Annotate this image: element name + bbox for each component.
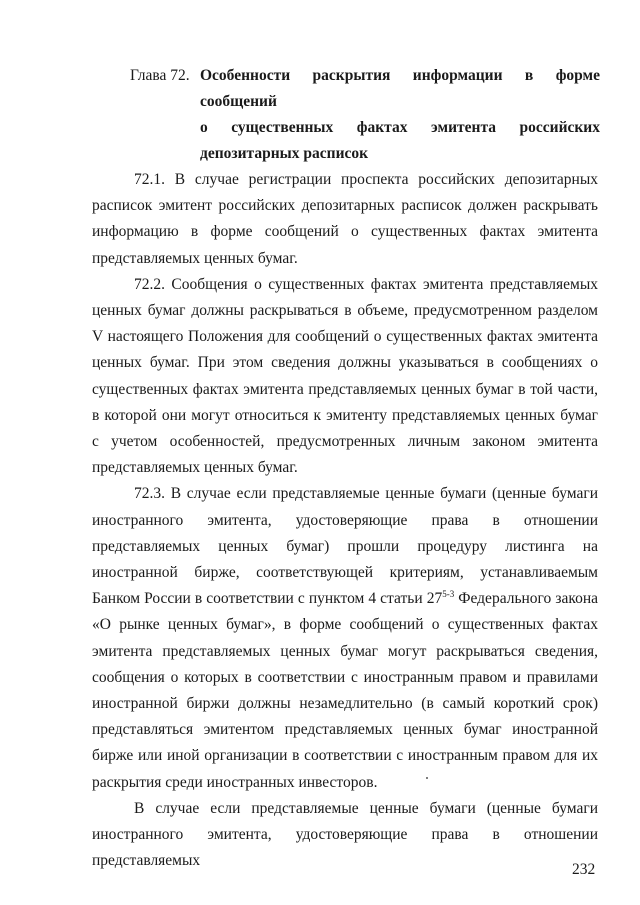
scan-speck [426, 777, 428, 779]
chapter-title-line-2: о существенных фактах эмитента российских [200, 119, 600, 136]
document-body [92, 167, 598, 874]
paragraph-continuation: В случае если представляемые ценные бумаги (ценные бумаги иностранного эмитента, удостоверяющие права в отношении представляемых [92, 799, 598, 870]
article-superscript: 5-3 [442, 589, 455, 600]
paragraph-72-2: 72.2. Сообщения о существенных фактах эмитента представляемых ценных бумаг должны раскрываться в объеме, предусмотренном разделом V настоящего Положения для сообщений о существенных фактах эмитента ценных бумаг. При этом сведения должны указываться в сообщениях о существенных фактах эмитента представляемых ценных бумаг в той части, в которой они могут относиться к эмитенту представляемых ценных бумаг с учетом особенностей, предусмотренных личным законом эмитента представляемых ценных бумаг. [92, 275, 598, 477]
chapter-title-line-3: депозитарных расписок [200, 145, 369, 162]
paragraph-72-3-part-2: Федерального закона «О рынке ценных бумаг», в форме сообщений о существенных фактах эмитента представляемых ценных бумаг могут раскрываться сведения, сообщения о которых в соответствии с иностранным правом и правилами иностранной биржи должны незамедлительно (в самый короткий срок) представляться эмитентом представляемых ценных бумаг иностранной бирже или иной организации в соответствии с иностранным правом для их раскрытия среди иностранных инвесторов. [92, 590, 598, 791]
paragraph-72-3 [92, 481, 598, 795]
chapter-label: Глава 72. [130, 67, 190, 84]
chapter-title [200, 63, 600, 167]
paragraph-72-1: 72.1. В случае регистрации проспекта российских депозитарных расписок эмитент российских депозитарных расписок должен раскрывать информацию в форме сообщений о существенных фактах эмитента представляемых ценных бумаг. [92, 171, 598, 267]
paragraph-72-3-part-1: 72.3. В случае если представляемые ценные бумаги (ценные бумаги иностранного эмитента, удостоверяющие права в отношении представляемых ценных бумаг) прошли процедуру листинга на иностранной бирже, соответствующей критериям, устанавливаемым Банком России в соответствии с пунктом 4 статьи 27 [92, 485, 598, 608]
page-number: 232 [572, 861, 596, 878]
chapter-title-line-1: Особенности раскрытия информации в форме сообщений [200, 67, 600, 110]
